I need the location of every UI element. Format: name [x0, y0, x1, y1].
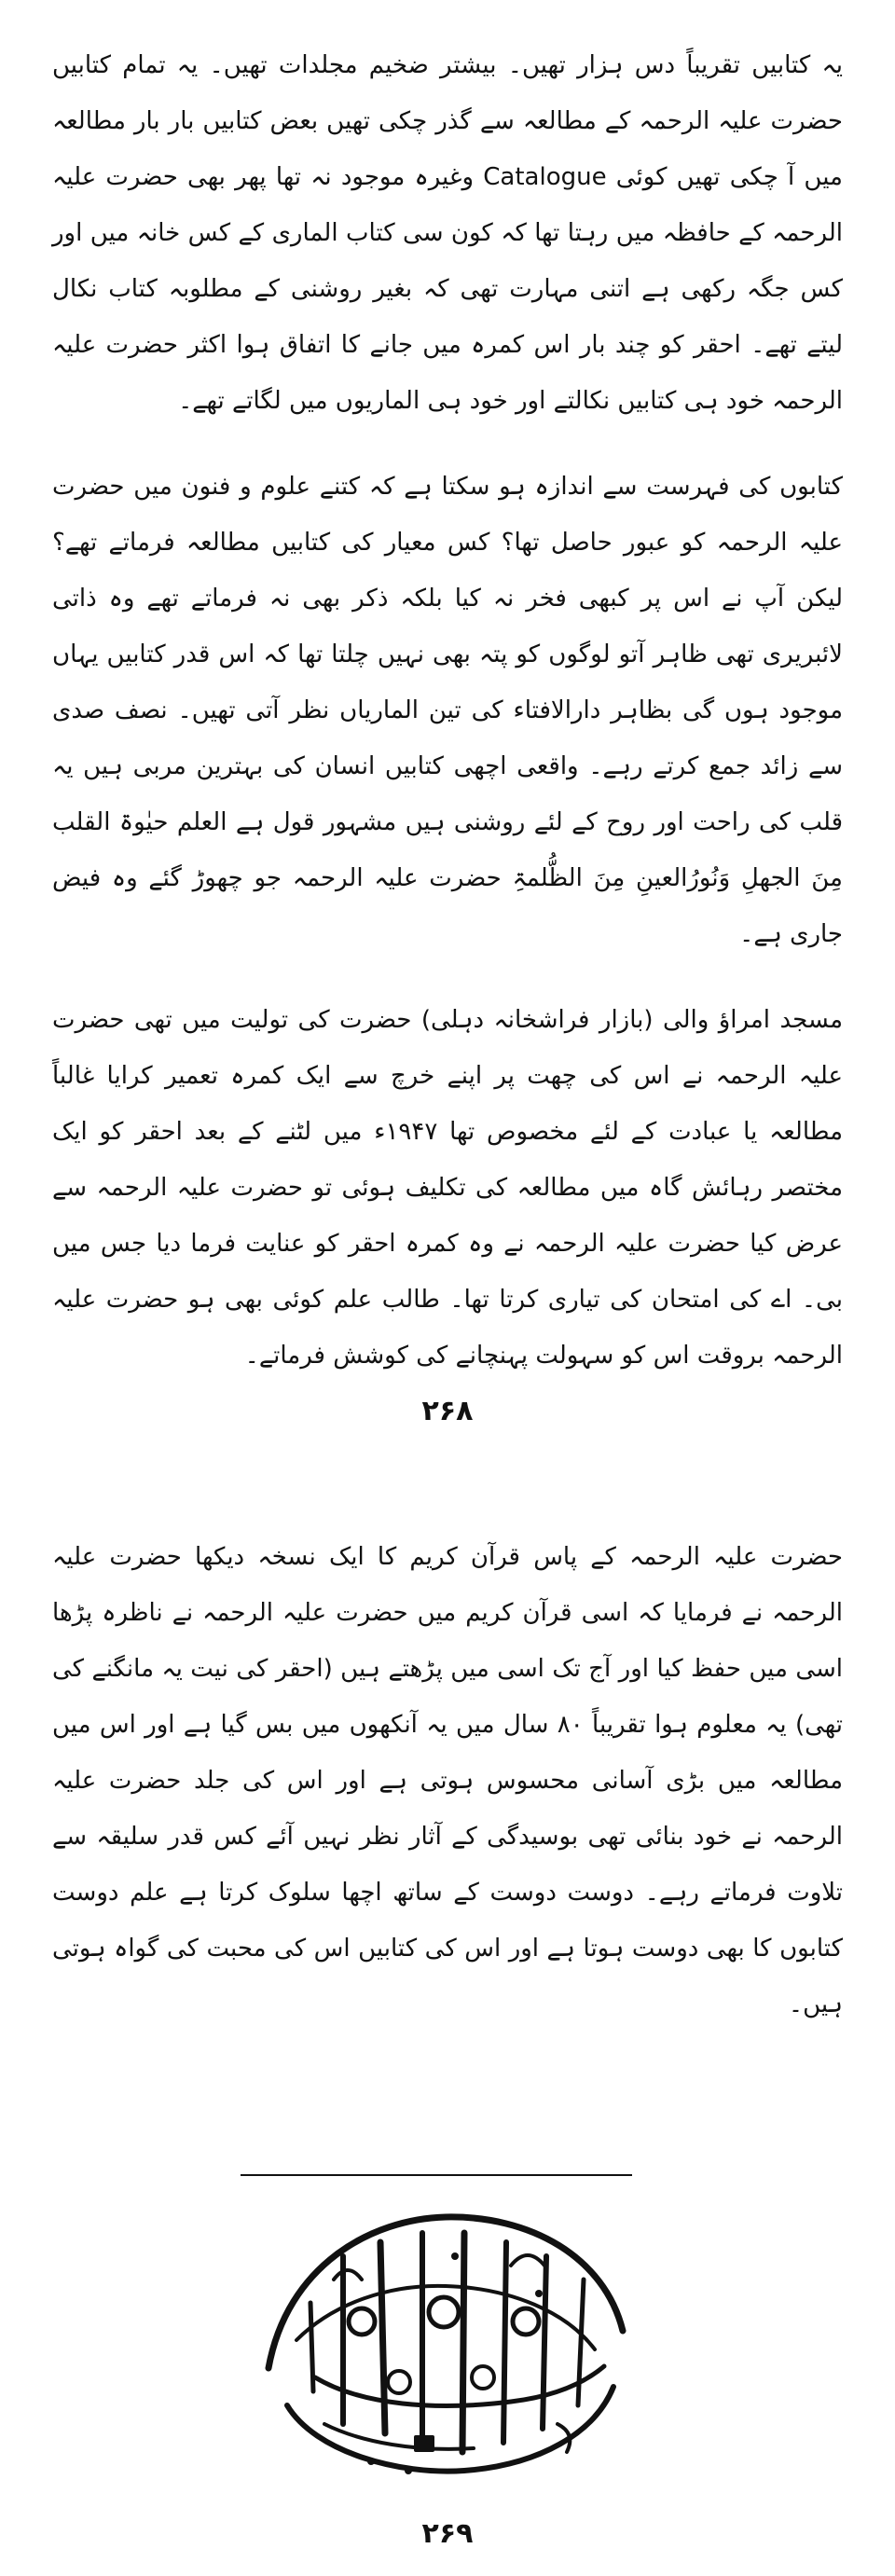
page-number: ۲۶۸: [421, 1395, 474, 1427]
page-number: ۲۶۹: [421, 2517, 474, 2550]
page-269-body: [52, 1529, 843, 2032]
paragraph-library-size: یہ کتابیں تقریباً دس ہزار تھیں۔ بیشتر ضخیم مجلدات تھیں۔ یہ تمام کتابیں حضرت علیہ الرحمہ کے مطالعہ سے گذر چکی تھیں بعض کتابیں بار بار مطالعہ میں آ چکی تھیں کوئی Catalogue وغیرہ موجود نہ تھا پھر بھی حضرت علیہ الرحمہ کے حافظہ میں رہتا تھا کہ کون سی کتاب الماری کے کس خانہ میں اور کس جگہ رکھی ہے اتنی مہارت تھی کہ بغیر روشنی کے مطلوبہ کتاب نکال لیتے تھے۔ احقر کو چند بار اس کمرہ میں جانے کا اتفاق ہوا اکثر حضرت علیہ الرحمہ خود ہی کتابیں نکالتے اور خود ہی الماریوں میں لگاتے تھے۔: [52, 51, 843, 415]
calligraphy-roundel: [231, 2191, 656, 2489]
paragraph-book-catalogue: کتابوں کی فہرست سے اندازہ ہو سکتا ہے کہ کتنے علوم و فنون میں حضرت علیہ الرحمہ کو عبور حاصل تھا؟ کس معیار کی کتابیں مطالعہ فرماتے تھے؟ لیکن آپ نے اس پر کبھی فخر نہ کیا بلکہ ذکر بھی نہ فرماتے تھے وہ ذاتی لائبریری تھی ظاہر آتو لوگوں کو پتہ بھی نہیں چلتا تھا کہ اس قدر کتابیں یہاں موجود ہوں گی بظاہر دارالافتاء کی تین الماریاں نظر آتی تھیں۔ نصف صدی سے زائد جمع کرتے رہے۔ واقعی اچھی کتابیں انسان کی بہترین مربی ہیں یہ قلب کی راحت اور روح کے لئے روشنی ہیں مشہور قول ہے العلم حیٰوۃ القلب مِنَ الجھلِ وَنُورُالعینِ مِنَ الظُّلمۃِ حضرت علیہ الرحمہ جو چھوڑ گئے وہ فیض جاری ہے۔: [52, 473, 843, 948]
paragraph-quran-copy: حضرت علیہ الرحمہ کے پاس قرآن کریم کا ایک نسخہ دیکھا حضرت علیہ الرحمہ نے فرمایا کہ اسی قرآن کریم میں حضرت علیہ الرحمہ نے ناظرہ پڑھا اسی میں حفظ کیا اور آج تک اسی میں پڑھتے ہیں (احقر کی نیت یہ مانگنے کی تھی) یہ معلوم ہوا تقریباً ۸۰ سال میں یہ آنکھوں میں بس گیا ہے اور اس میں مطالعہ میں بڑی آسانی محسوس ہوتی ہے اور اس کی جلد حضرت علیہ الرحمہ نے خود بنائی تھی بوسیدگی کے آثار نظر نہیں آئے کس قدر سلیقہ سے تلاوت فرماتے رہے۔ دوست دوست کے ساتھ اچھا سلوک کرتا ہے علم دوست کتابوں کا بھی دوست ہوتا ہے اور اس کی کتابیں اس کی محبت کی گواہ ہوتی ہیں۔: [52, 1543, 843, 2018]
divider-line: [241, 2174, 632, 2176]
paragraph-mosque-room: مسجد امراؤ والی (بازار فراشخانہ دہلی) حضرت کی تولیت میں تھی حضرت علیہ الرحمہ نے اس کی چھت پر اپنے خرچ سے ایک کمرہ تعمیر کرایا غالباً مطالعہ یا عبادت کے لئے مخصوص تھا ۱۹۴۷ء میں لٹنے کے بعد احقر کو ایک مختصر رہائش گاہ میں مطالعہ کی تکلیف ہوئی تو حضرت علیہ الرحمہ سے عرض کیا حضرت علیہ الرحمہ نے وہ کمرہ احقر کو عنایت فرما دیا جس میں بی۔ اے کی امتحان کی تیاری کرتا تھا۔ طالب علم کوئی بھی ہو حضرت علیہ الرحمہ بروقت اس کو سہولت پہنچانے کی کوشش فرماتے۔: [52, 1006, 843, 1370]
page-268-body: [52, 37, 843, 1384]
